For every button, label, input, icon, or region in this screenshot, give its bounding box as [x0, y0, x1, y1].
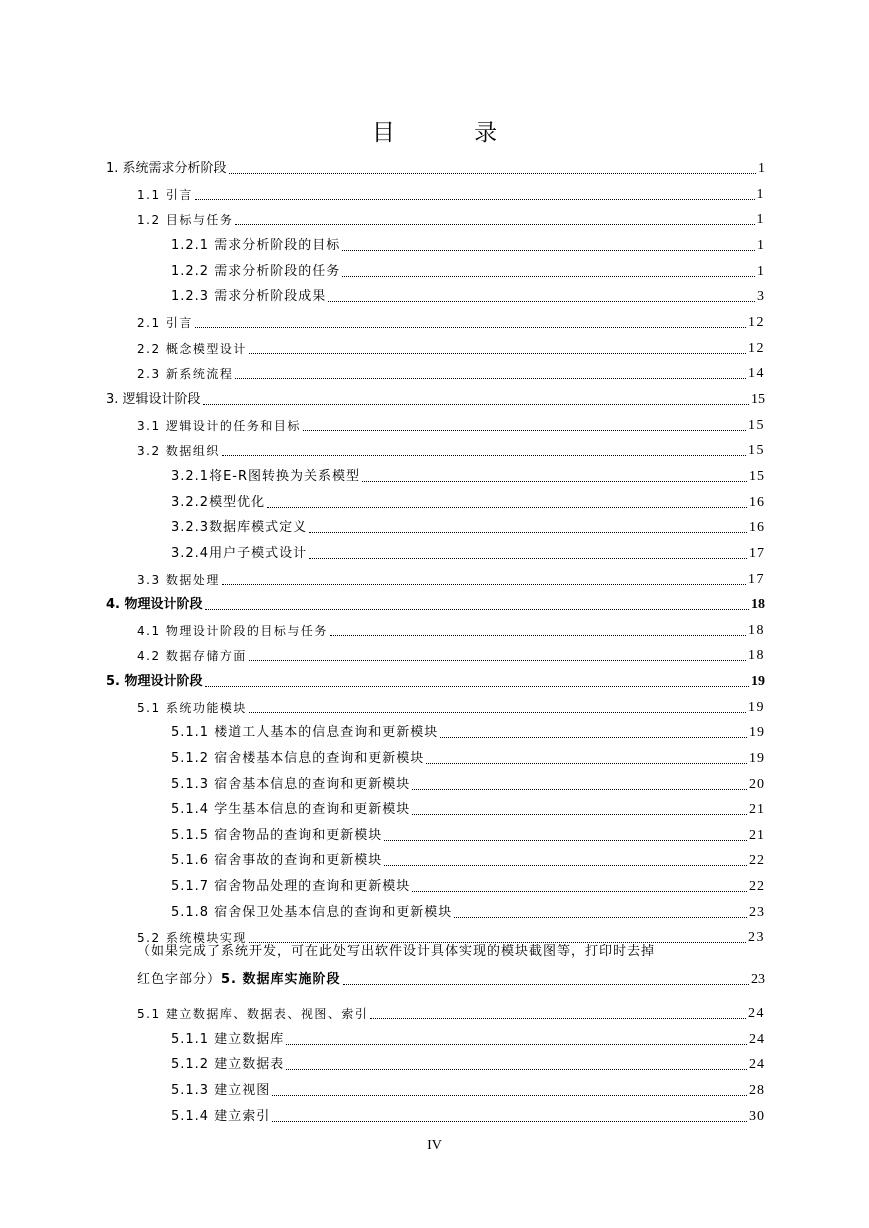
- toc-entry-page: 15: [751, 392, 765, 407]
- toc-entry[interactable]: [171, 873, 765, 895]
- toc-entry-page: 23: [751, 972, 765, 987]
- toc-entry[interactable]: [137, 642, 765, 664]
- toc-entry[interactable]: [171, 540, 765, 562]
- toc-entry-page: 24: [749, 1057, 765, 1072]
- leader-dots: [330, 634, 746, 636]
- leader-dots: [249, 352, 746, 354]
- toc-entry-label: 5.1.6 宿舍事故的查询和更新模块: [171, 853, 383, 868]
- toc-entry[interactable]: [171, 514, 765, 536]
- toc-entry[interactable]: [137, 360, 765, 382]
- page-number: IV: [427, 1138, 442, 1153]
- toc-entry-page: 12: [748, 315, 765, 330]
- toc-entry-label: 5.1 系统功能模块: [137, 701, 247, 715]
- leader-dots: [235, 223, 754, 225]
- leader-dots: [286, 1068, 747, 1070]
- toc-entry-label: 3.1 逻辑设计的任务和目标: [137, 419, 301, 433]
- toc-entry-label: 2.2 概念模型设计: [137, 342, 247, 356]
- toc-entry[interactable]: [137, 412, 765, 434]
- leader-dots: [249, 941, 746, 943]
- toc-entry-page: 14: [748, 366, 765, 381]
- toc-entry-page: 18: [748, 648, 765, 663]
- toc-entry[interactable]: [171, 745, 765, 767]
- toc-entry-label: 5.2 系统模块实现: [137, 931, 247, 945]
- toc-entry[interactable]: [137, 924, 765, 946]
- toc-entry-label: 5.1.1 建立数据库: [171, 1032, 285, 1047]
- toc-entry-page: 23: [748, 930, 765, 945]
- toc-entry[interactable]: [137, 566, 765, 588]
- toc-entry-label: 3.2.4用户子模式设计: [171, 546, 308, 561]
- leader-dots: [362, 480, 747, 482]
- toc-entry[interactable]: [137, 617, 765, 639]
- red-note-block: [137, 944, 765, 988]
- toc-entry[interactable]: [171, 822, 765, 844]
- toc-entry[interactable]: [171, 796, 765, 818]
- toc-entry-label: 3.2.2模型优化: [171, 495, 266, 510]
- leader-dots: [343, 983, 749, 985]
- toc-entry-label: 5.1.5 宿舍物品的查询和更新模块: [171, 828, 383, 843]
- toc-entry-page: 19: [749, 725, 765, 740]
- toc-entry-page: 19: [751, 674, 765, 689]
- toc-entry[interactable]: [137, 206, 765, 228]
- toc-entry-label: 3.3 数据处理: [137, 573, 220, 587]
- toc-entry-page: 20: [749, 777, 765, 792]
- page-title: 目 录: [371, 120, 534, 146]
- toc-entry-label: 5.1.1 楼道工人基本的信息查询和更新模块: [171, 725, 439, 740]
- toc-entry-page: 19: [749, 751, 765, 766]
- leader-dots: [222, 583, 746, 585]
- toc-entry[interactable]: [171, 1051, 765, 1073]
- toc-entry-page: 18: [748, 623, 765, 638]
- toc-entry-label: 5. 物理设计阶段: [106, 674, 203, 689]
- toc-entry[interactable]: [171, 258, 765, 280]
- toc-entry[interactable]: [137, 1000, 765, 1022]
- note-line-prefix: 红色字部分）: [137, 972, 222, 987]
- toc-entry[interactable]: [171, 489, 765, 511]
- leader-dots: [272, 1120, 747, 1122]
- leader-dots: [272, 1094, 747, 1096]
- toc-entry-label: 5.1 建立数据库、数据表、视图、索引: [137, 1007, 369, 1021]
- toc-entry[interactable]: [137, 694, 765, 716]
- toc-entry-page: 1: [757, 264, 765, 279]
- leader-dots: [222, 454, 746, 456]
- toc-entry-page: 19: [748, 700, 765, 715]
- leader-dots: [426, 762, 747, 764]
- toc-entry-page: 21: [749, 802, 765, 817]
- leader-dots: [328, 300, 755, 302]
- leader-dots: [195, 198, 755, 200]
- toc-entry[interactable]: [171, 232, 765, 254]
- leader-dots: [249, 711, 746, 713]
- toc-entry-page: 1: [758, 161, 765, 176]
- leader-dots: [195, 326, 746, 328]
- toc-entry-label: 3.2 数据组织: [137, 444, 220, 458]
- toc-entry[interactable]: [137, 437, 765, 459]
- toc-entry[interactable]: [106, 668, 765, 690]
- toc-entry-label: 2.1 引言: [137, 316, 193, 330]
- toc-entry-page: 22: [749, 879, 765, 894]
- toc-entry-page: 28: [749, 1083, 765, 1098]
- toc-entry-label: 5.1.4 学生基本信息的查询和更新模块: [171, 802, 411, 817]
- leader-dots: [203, 403, 749, 405]
- leader-dots: [412, 813, 747, 815]
- toc-entry-page: 16: [749, 520, 765, 535]
- toc-entry-page: 21: [749, 828, 765, 843]
- leader-dots: [205, 608, 749, 610]
- toc-entry[interactable]: [106, 155, 765, 177]
- toc-entry-label: 1.1 引言: [137, 188, 193, 202]
- toc-entry[interactable]: [171, 283, 765, 305]
- toc-entry[interactable]: [171, 899, 765, 921]
- leader-dots: [384, 839, 747, 841]
- toc-entry-page: 1: [756, 212, 765, 227]
- toc-entry[interactable]: [106, 591, 765, 613]
- toc-entry-page: 17: [748, 572, 765, 587]
- leader-dots: [205, 685, 749, 687]
- toc-entry-label: 5.1.3 建立视图: [171, 1083, 271, 1098]
- toc-entry-label: 4.1 物理设计阶段的目标与任务: [137, 624, 328, 638]
- toc-entry[interactable]: [137, 181, 765, 203]
- leader-dots: [229, 172, 756, 174]
- toc-entry[interactable]: [137, 335, 765, 357]
- toc-entry[interactable]: [171, 847, 765, 869]
- toc-entry-page: 23: [749, 905, 765, 920]
- toc-entry[interactable]: [171, 463, 765, 485]
- leader-dots: [370, 1017, 746, 1019]
- leader-dots: [249, 659, 746, 661]
- toc-entry-page: 15: [749, 469, 765, 484]
- toc-entry-page: 3: [757, 289, 765, 304]
- toc-entry-page: 12: [748, 341, 765, 356]
- leader-dots: [309, 557, 747, 559]
- leader-dots: [267, 506, 747, 508]
- toc-entry[interactable]: [171, 1077, 765, 1099]
- toc-entry-label: 3.2.1将E-R图转换为关系模型: [171, 469, 361, 484]
- leader-dots: [342, 249, 755, 251]
- toc-entry-label: 1.2.2 需求分析阶段的任务: [171, 264, 341, 279]
- leader-dots: [309, 531, 747, 533]
- toc-entry[interactable]: [171, 1026, 765, 1048]
- note-line: （如果完成了系统开发，可在此处写出软件设计具体实现的模块截图等，打印时去掉: [137, 944, 656, 959]
- toc-entry-label: 3.2.3数据库模式定义: [171, 520, 308, 535]
- toc-entry-label: 5.1.8 宿舍保卫处基本信息的查询和更新模块: [171, 905, 453, 920]
- toc-entry-page: 15: [748, 443, 765, 458]
- toc-entry-label: 2.3 新系统流程: [137, 367, 234, 381]
- toc-entry-page: 16: [749, 495, 765, 510]
- toc-entry-page: 1: [757, 238, 765, 253]
- toc-entry-label: 5.1.2 宿舍楼基本信息的查询和更新模块: [171, 751, 425, 766]
- toc-entry-label: 4.2 数据存储方面: [137, 649, 247, 663]
- leader-dots: [303, 429, 746, 431]
- toc-entry-page: 30: [749, 1109, 765, 1124]
- toc-entry-label: 3. 逻辑设计阶段: [106, 392, 201, 407]
- toc-entry-label: 1. 系统需求分析阶段: [106, 161, 227, 176]
- leader-dots: [412, 890, 747, 892]
- toc-entry[interactable]: [171, 719, 765, 741]
- toc-entry-page: 15: [748, 418, 765, 433]
- toc-entry-label: 1.2.1 需求分析阶段的目标: [171, 238, 341, 253]
- leader-dots: [384, 864, 747, 866]
- toc-entry[interactable]: [137, 309, 765, 331]
- toc-entry-page: 17: [749, 546, 765, 561]
- leader-dots: [412, 788, 747, 790]
- toc-entry-label: 5.1.4 建立索引: [171, 1109, 271, 1124]
- toc-entry[interactable]: [171, 1103, 765, 1125]
- toc-entry-label: 5.1.7 宿舍物品处理的查询和更新模块: [171, 879, 411, 894]
- toc-entry-label: 5.1.2 建立数据表: [171, 1057, 285, 1072]
- toc-entry-label: 5.1.3 宿舍基本信息的查询和更新模块: [171, 777, 411, 792]
- toc-entry-label: 1.2.3 需求分析阶段成果: [171, 289, 327, 304]
- toc-entry-page: 22: [749, 853, 765, 868]
- toc-entry-page: 24: [748, 1006, 765, 1021]
- leader-dots: [342, 275, 755, 277]
- toc-entry-label: 5. 数据库实施阶段: [221, 972, 341, 987]
- toc-entry-label: 4. 物理设计阶段: [106, 597, 203, 612]
- toc-entry[interactable]: [106, 386, 765, 408]
- toc-entry-page: 18: [751, 597, 765, 612]
- leader-dots: [454, 916, 747, 918]
- toc-entry-label: 1.2 目标与任务: [137, 213, 234, 227]
- toc-entry-page: 1: [756, 187, 765, 202]
- leader-dots: [235, 377, 746, 379]
- toc-entry[interactable]: [171, 771, 765, 793]
- leader-dots: [286, 1043, 747, 1045]
- leader-dots: [440, 736, 747, 738]
- toc-entry[interactable]: [137, 970, 765, 988]
- toc-entry-page: 24: [749, 1032, 765, 1047]
